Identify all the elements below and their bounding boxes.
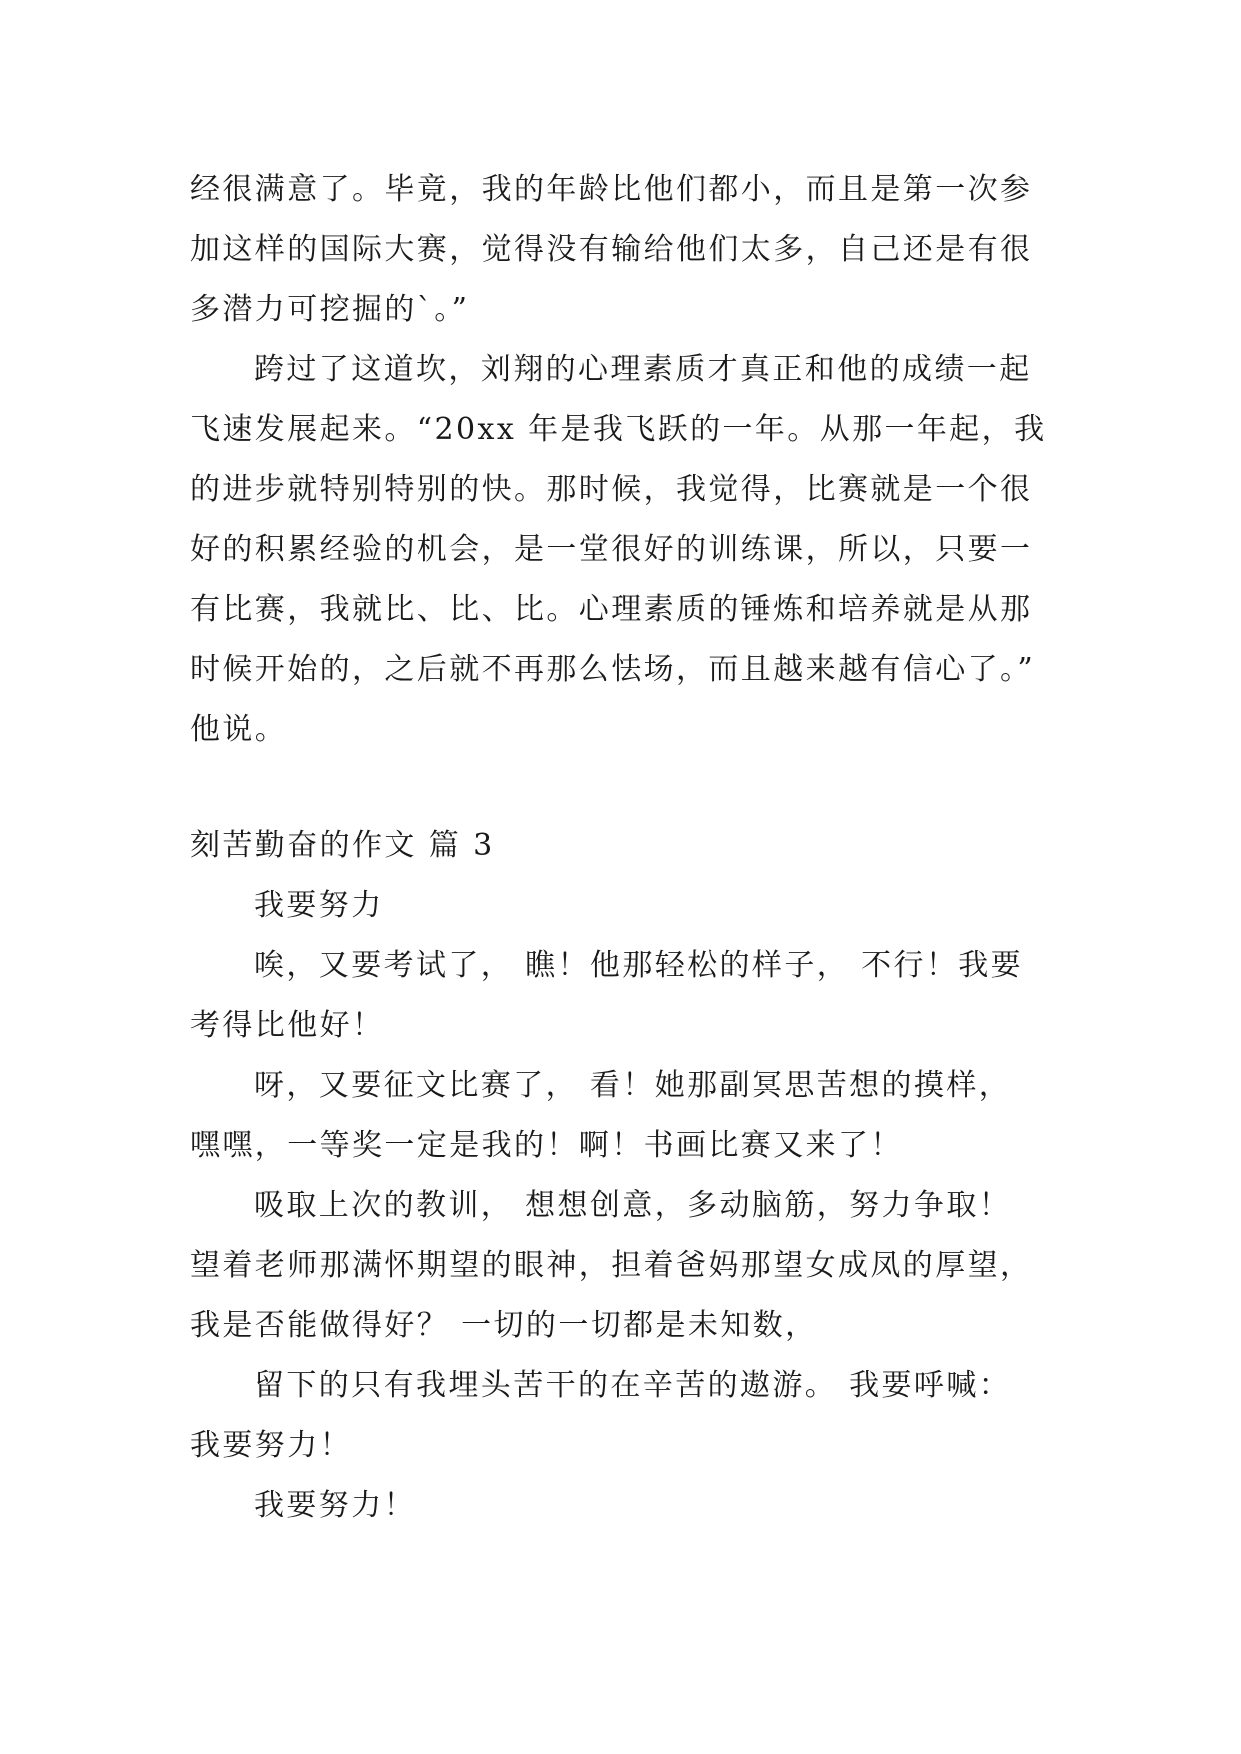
text-line: 留下的只有我埋头苦干的在辛苦的遨游。 我要呼喊： [254,1368,1012,1403]
essay-paragraph-3 [190,1176,1060,1356]
essay-paragraph-2 [190,1056,1060,1176]
text-line: 的进步就特别特别的快。那时候，我觉得，比赛就是一个很 [190,472,1033,507]
paragraph-liu-xiang [190,340,1060,760]
text-line: 加这样的国际大赛，觉得没有输给他们太多，自己还是有很 [190,232,1033,267]
essay-title: 我要努力 [254,888,384,923]
text-line: 经很满意了。毕竟，我的年龄比他们都小，而且是第一次参 [190,172,1033,207]
text-line: 考得比他好！ [190,1008,385,1043]
document-page [190,160,1060,1536]
text-line: 我是否能做得好？ 一切的一切都是未知数， [190,1308,818,1343]
section-heading: 刻苦勤奋的作文 篇 3 [190,828,495,863]
text-line: 嘿嘿，一等奖一定是我的！啊！书画比赛又来了！ [190,1128,903,1163]
text-line: 飞速发展起来。“20xx 年是我飞跃的一年。从那一年起，我 [190,412,1047,447]
section-gap [190,760,1060,816]
text-line: 跨过了这道坎，刘翔的心理素质才真正和他的成绩一起 [254,352,1032,387]
essay-paragraph-4 [190,1356,1060,1476]
text-line: 我要努力！ [190,1428,352,1463]
text-line: 好的积累经验的机会，是一堂很好的训练课，所以，只要一 [190,532,1033,567]
essay-paragraph-1 [190,936,1060,1056]
paragraph-continued [190,160,1060,340]
text-line: 有比赛，我就比、比、比。心理素质的锤炼和培养就是从那 [190,592,1033,627]
essay-closing: 我要努力！ [254,1488,416,1523]
text-line: 望着老师那满怀期望的眼神，担着爸妈那望女成凤的厚望， [190,1248,1033,1283]
text-line: 时候开始的，之后就不再那么怯场，而且越来越有信心了。” [190,652,1036,687]
text-line: 多潜力可挖掘的`。” [190,292,470,327]
text-line: 唉，又要考试了， 瞧！他那轻松的样子， 不行！我要 [254,948,1024,983]
text-line: 吸取上次的教训， 想想创意，多动脑筋，努力争取！ [254,1188,1012,1223]
text-line: 他说。 [190,712,288,747]
text-line: 呀，又要征文比赛了， 看！她那副冥思苦想的摸样， [254,1068,1012,1103]
